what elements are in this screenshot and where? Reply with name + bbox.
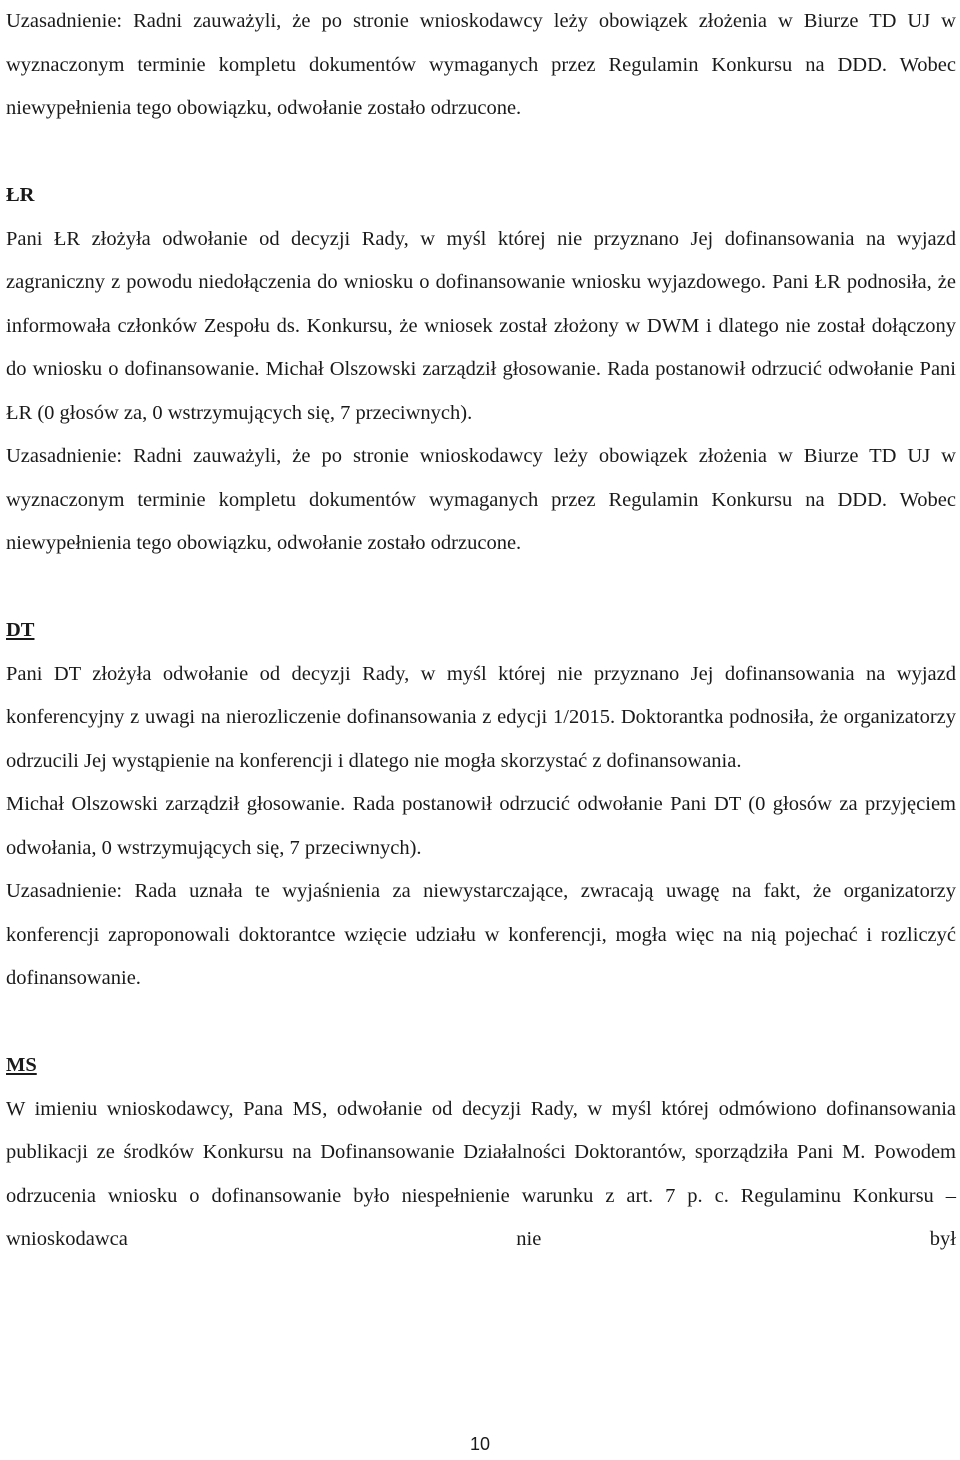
lr-justification-paragraph: Uzasadnienie: Radni zauważyli, że po stronie wnioskodawcy leży obowiązek złożenia w Biurze TD UJ w wyznaczonym terminie kompletu dokumentów wymaganych przez Regulamin Konkursu na DDD. Wobec niewypełnienia tego obowiązku, odwołanie zostało odrzucone. <box>6 445 956 554</box>
lr-appeal-paragraph: Pani ŁR złożyła odwołanie od decyzji Rady, w myśl której nie przyznano Jej dofinansowania na wyjazd zagraniczny z powodu niedołączenia do wniosku o dofinansowanie wniosku wyjazdowego. Pani ŁR podnosiła, że informowała członków Zespołu ds. Konkursu, że wniosek został złożony w DWM i dlatego nie został dołączony do wniosku o dofinansowanie. Michał Olszowski zarządził głosowanie. Rada postanowił odrzucić odwołanie Pani ŁR (0 głosów za, 0 wstrzymujących się, 7 przeciwnych). <box>6 227 956 424</box>
section-heading-dt: DT <box>6 619 35 641</box>
section-heading-ms: MS <box>6 1054 37 1076</box>
spacer <box>6 1001 956 1045</box>
document-page <box>6 0 956 1262</box>
dt-appeal-paragraph: Pani DT złożyła odwołanie od decyzji Rady, w myśl której nie przyznano Jej dofinansowania na wyjazd konferencyjny z uwagi na nierozliczenie dofinansowania z edycji 1/2015. Doktorantka podnosiła, że organizatorzy odrzucili Jej wystąpienie na konferencji i dlatego nie mogła skorzystać z dofinansowania. <box>6 662 956 772</box>
section-heading-lr: ŁR <box>6 184 35 206</box>
dt-justification-paragraph: Uzasadnienie: Rada uznała te wyjaśnienia za niewystarczające, zwracają uwagę na fakt, że organizatorzy konferencji zaproponowali doktorantce wzięcie udziału w konferencji, mogła więc na nią pojechać i rozliczyć dofinansowanie. <box>6 880 956 989</box>
spacer <box>6 131 956 175</box>
ms-appeal-paragraph: W imieniu wnioskodawcy, Pana MS, odwołanie od decyzji Rady, w myśl której odmówiono dofinansowania publikacji ze środków Konkursu na Dofinansowanie Działalności Doktorantów, sporządziła Pani M. Powodem odrzucenia wniosku o dofinansowanie było niespełnienie warunku z art. 7 p. c. Regulaminu Konkursu – wnioskodawca nie był <box>6 1097 956 1250</box>
spacer <box>6 566 956 610</box>
intro-justification-paragraph: Uzasadnienie: Radni zauważyli, że po stronie wnioskodawcy leży obowiązek złożenia w Biurze TD UJ w wyznaczonym terminie kompletu dokumentów wymaganych przez Regulamin Konkursu na DDD. Wobec niewypełnienia tego obowiązku, odwołanie zostało odrzucone. <box>6 10 956 119</box>
page-number: 10 <box>469 1434 491 1454</box>
dt-vote-paragraph: Michał Olszowski zarządził głosowanie. Rada postanowił odrzucić odwołanie Pani DT (0 głosów za przyjęciem odwołania, 0 wstrzymujących się, 7 przeciwnych). <box>6 793 956 859</box>
